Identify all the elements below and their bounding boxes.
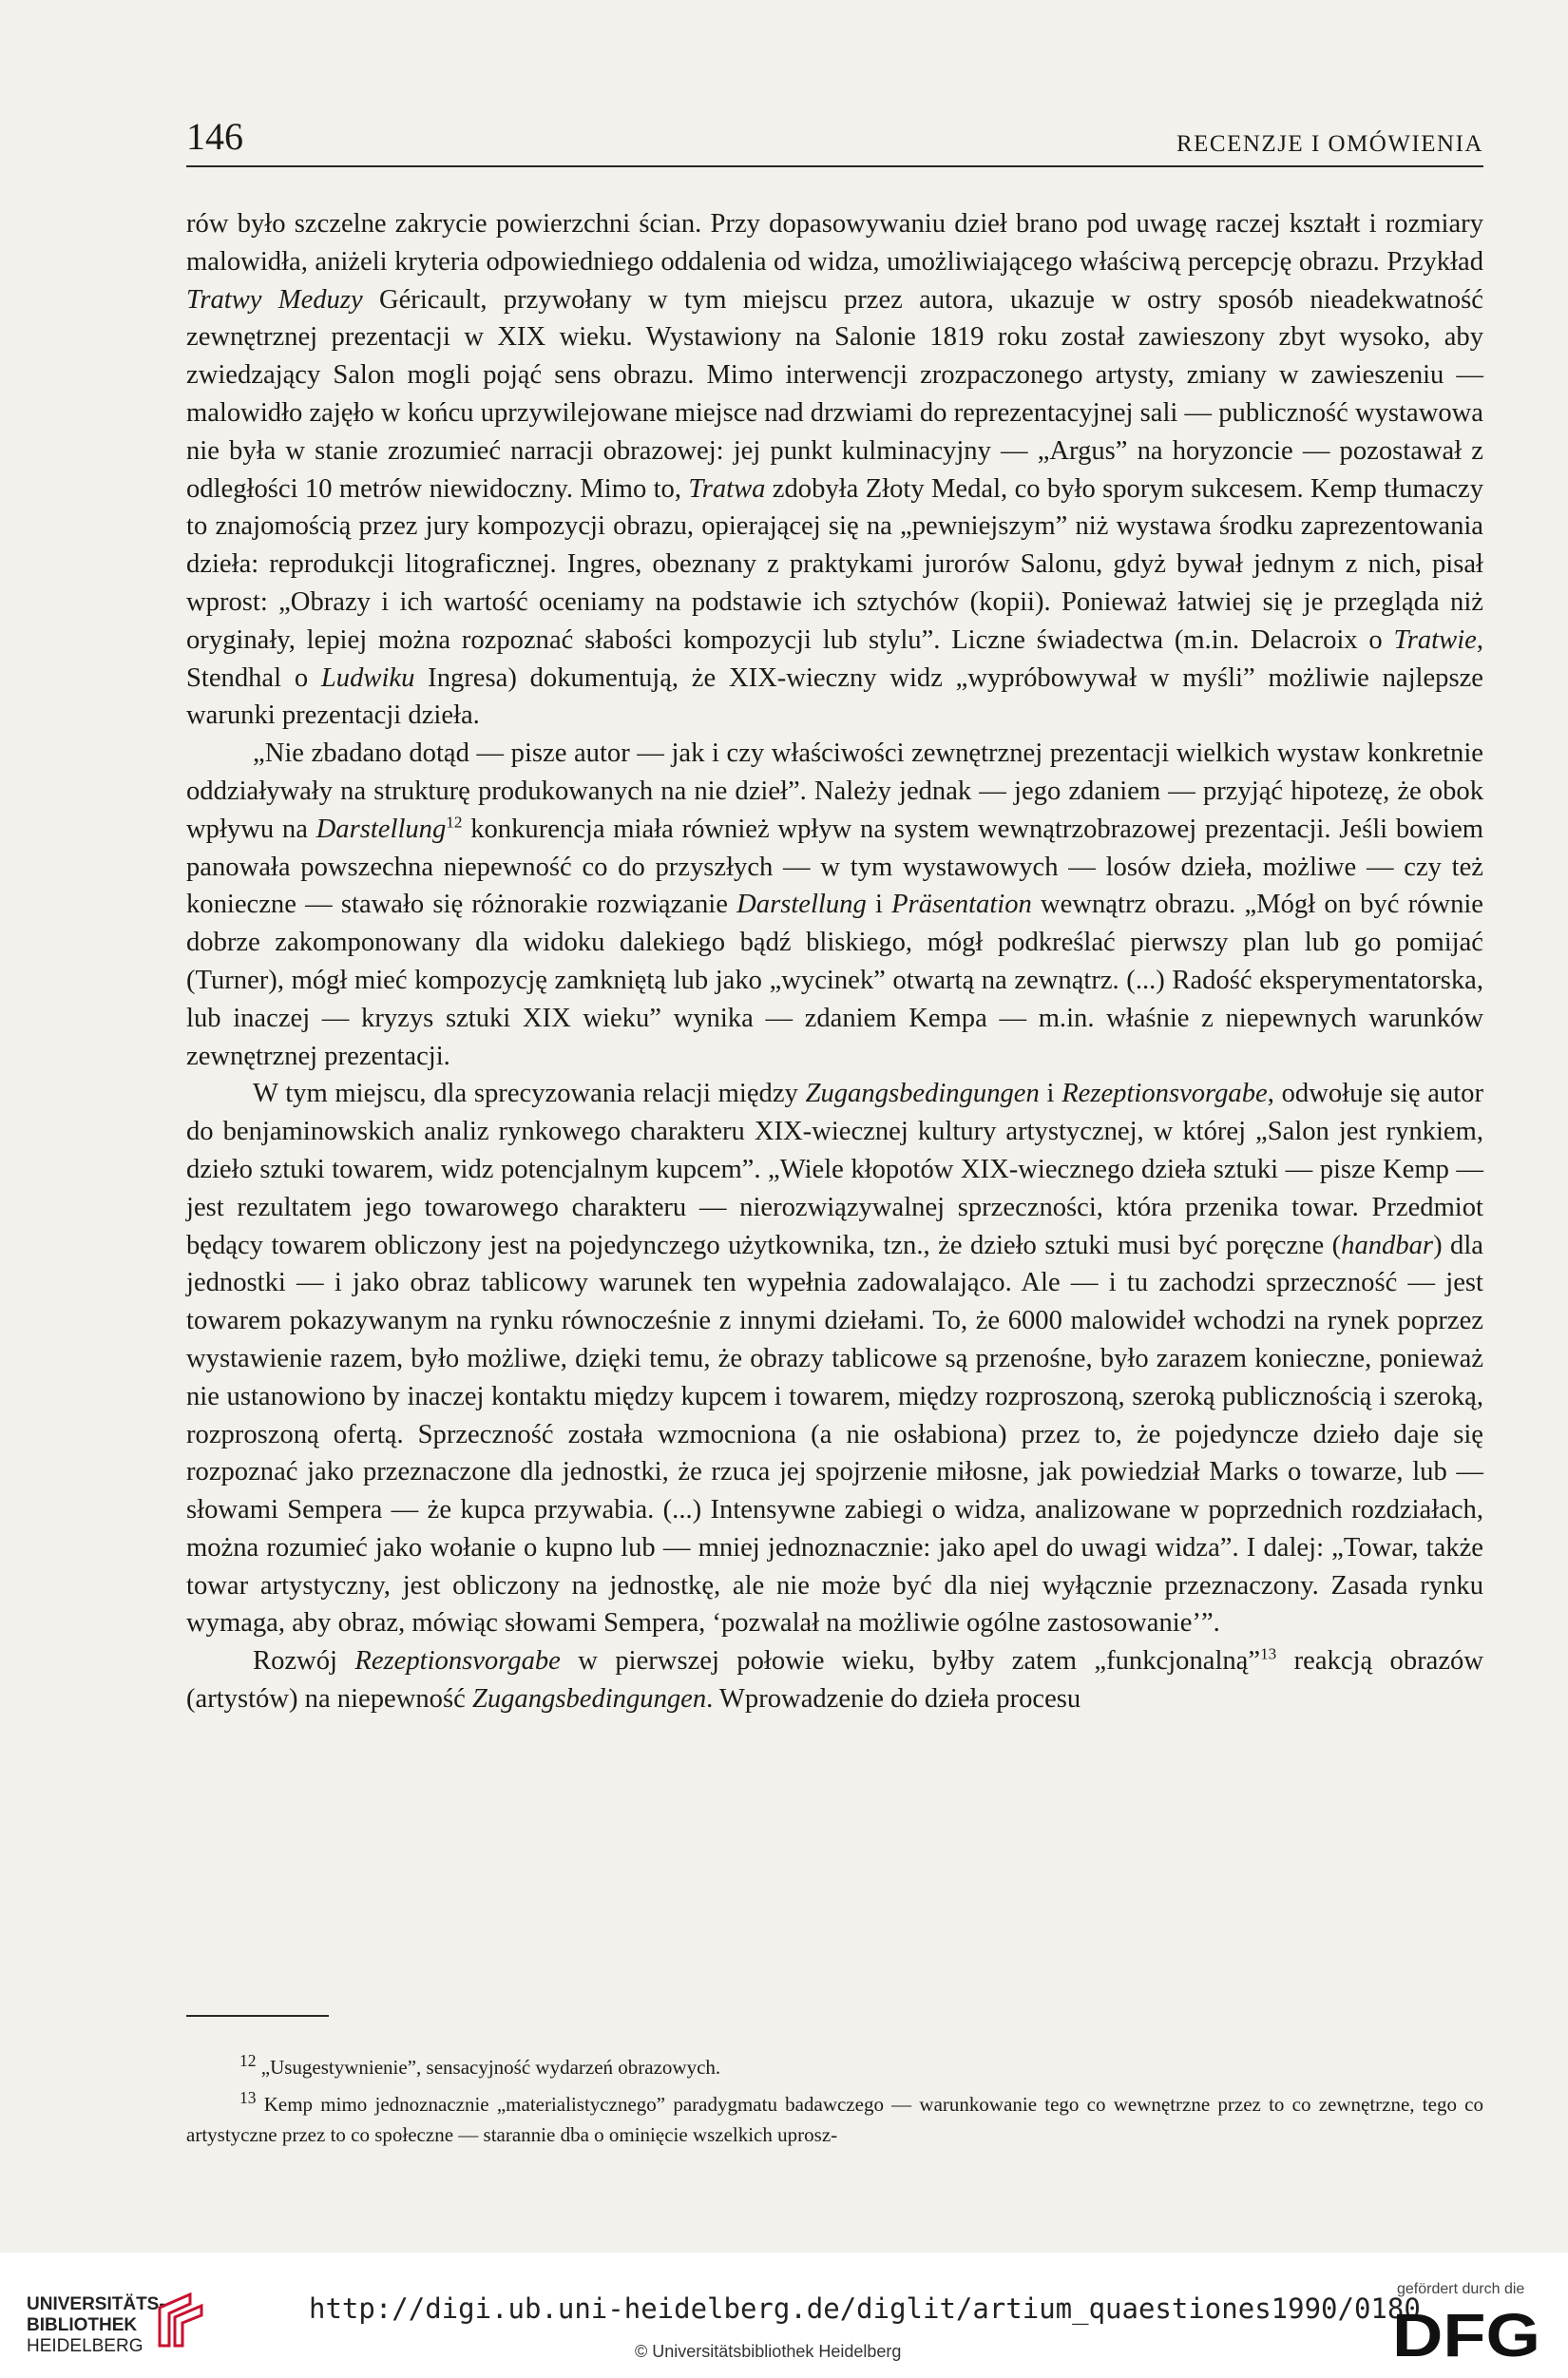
footnote-13: $^{13}$ Kemp mimo jednoznacznie „materialistycznego” paradygmatu badawczego — warunkowanie tego co wewnętrzne przez to co zewnętrzne, tego co artystyczne przez to co społeczne — starannie dba o ominięcie wszelkich uprosz- bbox=[186, 2088, 1483, 2146]
paragraph: Rozwój Rezeptionsvorgabe w pierwszej połowie wieku, byłby zatem „funkcjonalną”$^{13}$ reakcją obrazów (artystów) na niepewność Zugangsbedingungen. Wprowadzenie do dzieła procesu bbox=[186, 1644, 1483, 1715]
svg-text:DFG: DFG bbox=[1392, 2305, 1540, 2362]
page-number: 146 bbox=[186, 115, 243, 158]
footnote-ref[interactable]: 13 bbox=[1260, 1644, 1277, 1663]
page-header bbox=[186, 112, 1483, 167]
running-head: RECENZJE I OMÓWIENIA bbox=[1176, 131, 1483, 157]
copyright-notice: © Universitätsbibliothek Heidelberg bbox=[635, 2342, 902, 2361]
footnotes bbox=[186, 2045, 1483, 2150]
document-url-link[interactable]: http://digi.ub.uni-heidelberg.de/diglit/artium_quaestiones1990/0180 bbox=[309, 2292, 1421, 2325]
footnote-ref[interactable]: 12 bbox=[446, 813, 463, 832]
body-text bbox=[186, 205, 1483, 1718]
footnote-rule bbox=[186, 2015, 329, 2017]
paragraph: W tym miejscu, dla sprecyzowania relacji między Zugangsbedingungen i Rezeptionsvorgabe, odwołuje się autor do benjaminowskich analiz rynkowego charakteru XIX-wiecznej kultury artystycznej, w której „Salon jest rynkiem, dzieło sztuki towarem, widz potencjalnym kupcem”. „Wiele kłopotów XIX-wiecznego dzieła sztuki — pisze Kemp — jest rezultatem jego towarowego charakteru — nierozwiązywalnej sprzeczności, która przenika towar. Przedmiot będący towarem obliczony jest na pojedynczego użytkownika, tzn., że dzieło sztuki musi być poręczne (handbar) dla jednostki — i jako obraz tablicowy warunek ten wypełnia zadowalająco. Ale — i tu zachodzi sprzeczność — jest towarem pokazywanym na rynku równocześnie z innymi dziełami. To, że 6000 malowideł wchodzi na rynek poprzez wystawienie razem, było możliwe, dzięki temu, że obrazy tablicowe są przenośne, było zarazem konieczne, ponieważ nie ustanowiono by inaczej kontaktu między kupcem i towarem, między rozproszoną, szeroką publicznością i szeroką, rozproszoną ofertą. Sprzeczność została wzmocniona (a nie osłabiona) przez to, że pojedyncze dzieło daje się rozpoznać jako przeznaczone dla jednostki, że rzuca jej spojrzenie miłosne, jak powiedział Marks o towarze, lub — słowami Sempera — że kupca przywabia. (...) Intensywne zabiegi o widza, analizowane w poprzednich rozdziałach, można rozumieć jako wołanie o kupno lub — mniej jednoznacznie: jako apel do uwagi widza”. I dalej: „Towar, także towar artystyczny, jest obliczony na jednostkę, ale nie może być dla niej wyłącznie przeznaczony. Zasada rynku wymaga, aby obraz, mówiąc słowami Sempera, ‘pozwalał na możliwie ogólne zastosowanie’”. bbox=[186, 1079, 1483, 1639]
paragraph: „Nie zbadano dotąd — pisze autor — jak i czy właściwości zewnętrznej prezentacji wielkich wystaw konkretnie oddziaływały na strukturę produkowanych na nie dzieł”. Należy jednak — jego zdaniem — przyjąć hipotezę, że obok wpływu na Darstellung$^{12}$ konkurencja miała również wpływ na system wewnątrzobrazowej prezentacji. Jeśli bowiem panowała powszechna niepewność co do przyszłych — w tym wystawowych — losów dzieła, możliwe — czy też konieczne — stawało się różnorakie rozwiązanie Darstellung i Präsentation wewnątrz obrazu. „Mógł on być równie dobrze zakomponowany dla widoku dalekiego bądź bliskiego, mógł podkreślać pierwszy plan lub go pomijać (Turner), mógł mieć kompozycję zamkniętą lub jako „wycinek” otwartą na zewnątrz. (...) Radość eksperymentatorska, lub inaczej — kryzys sztuki XIX wieku” wynika — zdaniem Kempa — m.in. właśnie z niepewnych warunków zewnętrznej prezentacji. bbox=[186, 738, 1483, 1071]
dfg-logo-icon bbox=[1392, 2305, 1544, 2362]
library-logo-icon bbox=[152, 2287, 209, 2353]
paragraph: rów było szczelne zakrycie powierzchni ścian. Przy dopasowywaniu dzieł brano pod uwagę raczej kształt i rozmiary malowidła, aniżeli kryteria odpowiedniego oddalenia od widza, umożliwiającego właściwą percepcję obrazu. Przykład Tratwy Meduzy Géricault, przywołany w tym miejscu przez autora, ukazuje w ostry sposób nieadekwatność zewnętrznej prezentacji w XIX wieku. Wystawiony na Salonie 1819 roku został zawieszony zbyt wysoko, aby zwiedzający Salon mogli pojąć sens obrazu. Mimo interwencji zrozpaczonego artysty, zmiany w zawieszeniu — malowidło zajęło w końcu uprzywilejowane miejsce nad drzwiami do reprezentacyjnej sali — publiczność wystawowa nie była w stanie zrozumieć narracji obrazowej: jej punkt kulminacyjny — „Argus” na horyzoncie — pozostawał z odległości 10 metrów niewidoczny. Mimo to, Tratwa zdobyła Złoty Medal, co było sporym sukcesem. Kemp tłumaczy to znajomością przez jury kompozycji obrazu, opierającej się na „pewniejszym” niż wystawa środku zaprezentowania dzieła: reprodukcji litograficznej. Ingres, obeznany z praktykami jurorów Salonu, gdyż bywał jednym z nich, pisał wprost: „Obrazy i ich wartość oceniamy na podstawie ich sztychów (kopii). Ponieważ łatwiej się je przegląda niż oryginały, lepiej można rozpoznać słabości kompozycji lub stylu”. Liczne świadectwa (m.in. Delacroix o Tratwie, Stendhal o Ludwiku Ingresa) dokumentują, że XIX-wieczny widz „wypróbowywał w myśli” możliwie najlepsze warunki prezentacji dzieła. bbox=[186, 209, 1484, 731]
library-name: UNIVERSITÄTS- BIBLIOTHEK HEIDELBERG bbox=[27, 2294, 165, 2356]
footnote-12: $^{12}$ „Usugestywnienie”, sensacyjność wydarzeń obrazowych. bbox=[239, 2051, 721, 2079]
digitization-footer bbox=[0, 2253, 1568, 2378]
funded-by-label: gefördert durch die bbox=[1397, 2281, 1525, 2297]
